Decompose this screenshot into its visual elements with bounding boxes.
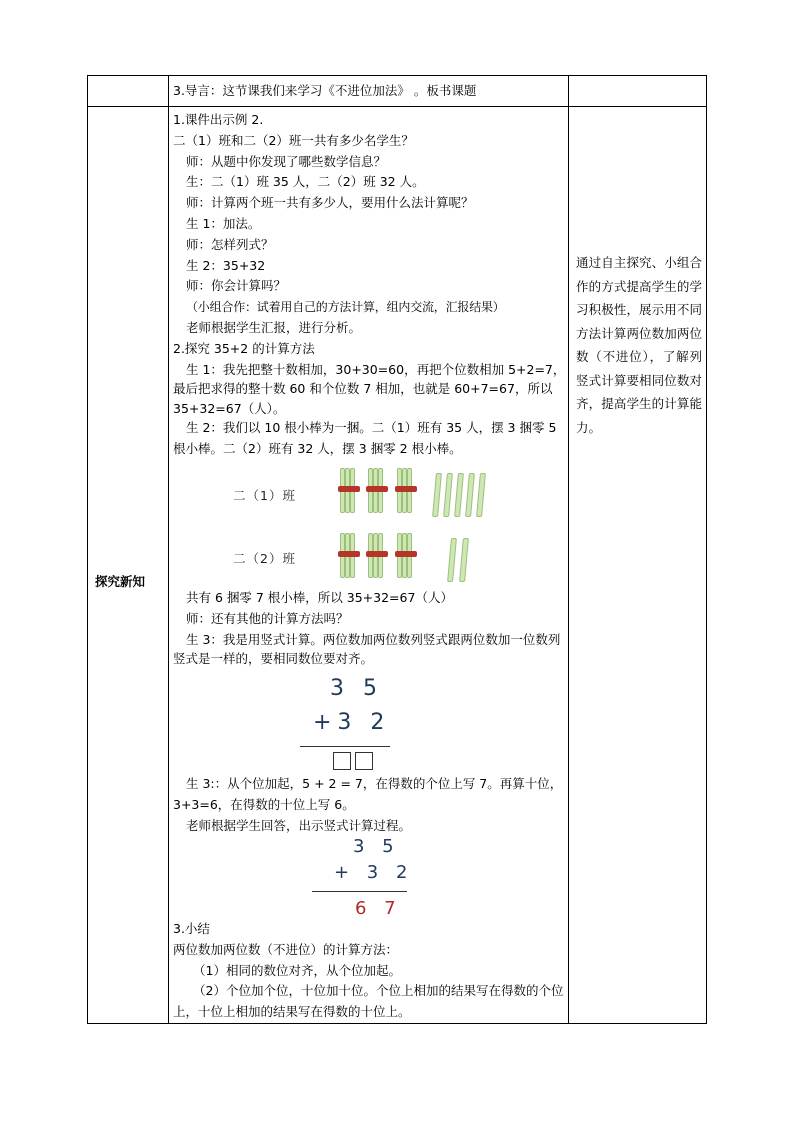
column-divider-1 (168, 75, 169, 1024)
text-line: 老师根据学生回答，出示竖式计算过程。 (186, 817, 412, 833)
text-line: 生 2：35+32 (186, 257, 266, 273)
text-line: 生：二（1）班 35 人，二（2）班 32 人。 (186, 174, 425, 190)
main-content-4 (173, 919, 567, 1022)
class-2-label: 二（2）班 (233, 551, 296, 566)
class-1-label: 二（1）班 (233, 488, 296, 503)
single-stick (454, 473, 464, 517)
column-divider-2 (568, 75, 569, 1024)
text-line: 生 2：我们以 10 根小棒为一捆。二（1）班有 35 人，摆 3 捆零 5 根小棒。二（2）班有 32 人，摆 3 捆零 2 根小棒。 (173, 420, 557, 456)
table-bottom-border (87, 1023, 707, 1024)
text-line: 师：怎样列式？ (186, 236, 274, 252)
single-stick (459, 538, 469, 582)
text-line: （小组合作：试着用自己的方法计算，组内交流，汇报结果） (186, 300, 505, 315)
single-stick (443, 473, 453, 517)
sum-line (300, 746, 390, 747)
design-intent-note: 通过自主探究、小组合作的方式提高学生的学习积极性，展示用不同方法计算两位数加两位数（不进位），了解列竖式计算要相同位数对齐，提高学生的计算能力。 (576, 255, 702, 435)
stick-bundle (340, 533, 358, 578)
single-stick (432, 473, 442, 517)
single-stick (476, 473, 486, 517)
addend-top: 3 5 (353, 836, 400, 857)
stick-bundle (368, 533, 386, 578)
text-line: 师：还有其他的计算方法吗？ (186, 610, 349, 626)
table-left-border (87, 75, 88, 1024)
sum-result: 6 7 (355, 898, 402, 919)
single-stick (447, 538, 457, 582)
text-line: 1.课件出示例 2. (173, 112, 264, 127)
answer-box-ones (355, 752, 373, 770)
text-line: 2.探究 35+2 的计算方法 (173, 340, 315, 356)
addend-bottom: + 3 2 (334, 862, 414, 883)
text-line: 师：你会计算吗？ (186, 278, 287, 294)
main-content (173, 110, 567, 459)
addend-top: 3 5 (330, 676, 383, 701)
stick-bundle (397, 533, 415, 578)
row-divider (87, 106, 707, 107)
main-content-2 (173, 588, 567, 669)
answer-box-tens (333, 752, 351, 770)
text-line: 二（1）班和二（2）班一共有多少名学生？ (173, 132, 414, 148)
stick-bundle (340, 468, 358, 513)
section-label: 探究新知 (95, 574, 146, 589)
text-line: 师：计算两个班一共有多少人，要用什么法计算呢？ (186, 195, 474, 211)
text-line: 生 3:：从个位加起，5 + 2 = 7，在得数的个位上写 7。再算十位，3+3=6，在得数的十位上写 6。 (173, 776, 563, 812)
text-line: 两位数加两位数（不进位）的计算方法： (173, 941, 399, 957)
text-line: 共有 6 捆零 7 根小棒，所以 35+32=67（人） (186, 590, 453, 605)
single-stick (465, 473, 475, 517)
text-line: （1）相同的数位对齐，从个位加起。 (193, 962, 401, 978)
stick-bundle (368, 468, 386, 513)
text-line: 师：从题中你发现了哪些数学信息？ (186, 153, 387, 169)
text-line: 老师根据学生汇报，进行分析。 (186, 319, 362, 335)
sum-line (312, 891, 407, 892)
text-line: 生 1：我先把整十数相加，30+30=60，再把个位数相加 5+2=7，最后把求得的整十数 60 和个位数 7 相加，也就是 60+7=67，所以 35+32=67（人）。 (173, 361, 566, 416)
stick-bundle (397, 468, 415, 513)
text-line: 3.小结 (173, 921, 210, 936)
table-top-border (87, 75, 707, 76)
table-right-border (706, 75, 707, 1024)
text-line: 生 3：我是用竖式计算。两位数加两位数列竖式跟两位数加一位数列竖式是一样的，要相同数位要对齐。 (173, 631, 561, 667)
intro-text: 3.导言：这节课我们来学习《不进位加法》 。板书课题 (173, 83, 477, 98)
text-line: 生 1：加法。 (186, 215, 261, 231)
text-line: （2）个位加个位，十位加十位。个位上相加的结果写在得数的个位上，十位上相加的结果写在得数的十位上。 (173, 983, 564, 1019)
main-content-3 (173, 774, 567, 836)
addend-bottom: +3 2 (313, 710, 391, 735)
